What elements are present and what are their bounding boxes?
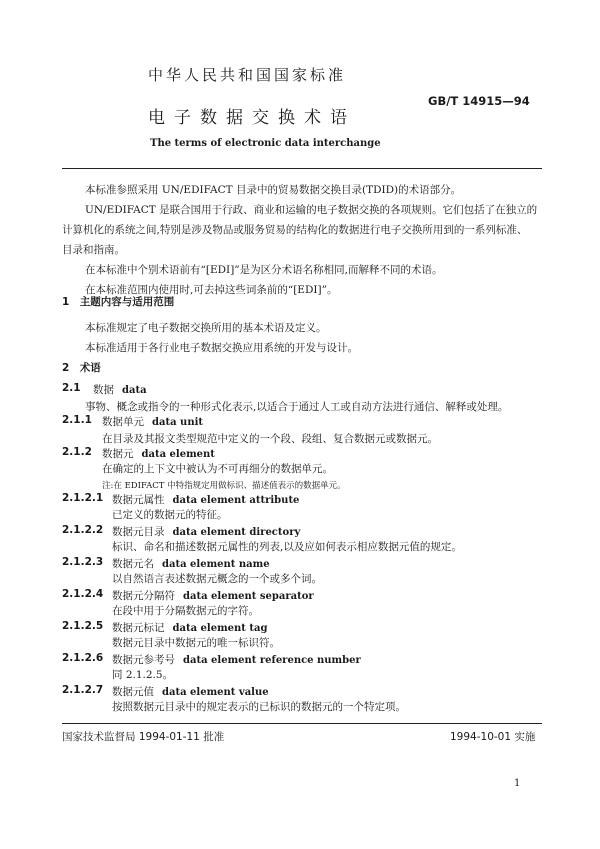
term-name-english: data element tag bbox=[172, 623, 268, 634]
section-2-heading: 2 术语 bbox=[62, 362, 101, 374]
intro-paragraph-3: 在本标准中个别术语前有“[EDI]”是为区分术语名称相同,而解释不同的术语。 bbox=[85, 264, 443, 276]
term-name-english: data element value bbox=[162, 687, 269, 698]
term-name: 数据单元 bbox=[102, 416, 144, 428]
standard-code: GB/T 14915—94 bbox=[428, 94, 530, 108]
term-name-english: data unit bbox=[152, 417, 204, 428]
document-title: 电子数据交换术语 bbox=[148, 108, 356, 128]
term-heading bbox=[93, 382, 147, 397]
intro-paragraph-2-line-1: UN/EDIFACT 是联合国用于行政、商业和运输的电子数据交换的各项规则。它们包括了在独立的 bbox=[85, 204, 538, 216]
term-name: 数据元名 bbox=[112, 558, 154, 570]
term-name-english: data bbox=[122, 385, 147, 396]
term-name: 数据元参考号 bbox=[112, 654, 175, 666]
term-number: 2.1.2.5 bbox=[62, 620, 104, 632]
approval-note: 国家技术监督局 1994-01-11 批准 bbox=[62, 731, 225, 743]
header-divider bbox=[62, 168, 542, 169]
term-name-english: data element name bbox=[162, 559, 270, 570]
term-definition: 同 2.1.2.5。 bbox=[112, 669, 174, 681]
term-number: 2.1.1 bbox=[62, 414, 92, 426]
term-definition: 事物、概念或指令的一种形式化表示,以适合于通过人工或自动方法进行通信、解释或处理。 bbox=[85, 401, 509, 413]
term-name-english: data element separator bbox=[183, 591, 314, 602]
term-number: 2.1.2.3 bbox=[62, 556, 104, 568]
term-name: 数据元属性 bbox=[112, 494, 165, 506]
term-definition: 按照数据元目录中的规定表示的已标识的数据元的一个特定项。 bbox=[112, 701, 406, 713]
term-number: 2.1.2.4 bbox=[62, 588, 104, 600]
term-name: 数据 bbox=[93, 384, 114, 396]
implementation-date: 1994-10-01 实施 bbox=[450, 731, 536, 743]
term-name-english: data element directory bbox=[172, 527, 301, 538]
term-definition: 以自然语言表述数据元概念的一个或多个词。 bbox=[112, 573, 322, 585]
page-number: 1 bbox=[514, 778, 521, 789]
section-1-heading: 1 主题内容与适用范围 bbox=[62, 296, 175, 308]
term-number: 2.1.2.6 bbox=[62, 652, 104, 664]
intro-paragraph-1: 本标准参照采用 UN/EDIFACT 目录中的贸易数据交换目录(TDID)的术语部分。 bbox=[85, 184, 462, 196]
term-definition: 在段中用于分隔数据元的字符。 bbox=[112, 605, 259, 617]
term-name: 数据元分隔符 bbox=[112, 590, 175, 602]
term-definition: 数据元目录中数据元的唯一标识符。 bbox=[112, 637, 280, 649]
term-name-english: data element attribute bbox=[172, 495, 300, 506]
section-1-paragraph-1: 本标准规定了电子数据交换所用的基本术语及定义。 bbox=[85, 322, 327, 334]
term-number: 2.1.2.1 bbox=[62, 492, 104, 504]
term-number: 2.1.2.7 bbox=[62, 684, 104, 696]
standard-name: 中华人民共和国国家标准 bbox=[148, 66, 347, 84]
term-note: 注:在 EDIFACT 中特指规定用做标识、描述值表示的数据单元。 bbox=[102, 481, 346, 491]
term-number: 2.1.2 bbox=[62, 446, 92, 458]
term-name: 数据元值 bbox=[112, 686, 154, 698]
term-name: 数据元标记 bbox=[112, 622, 165, 634]
term-number: 2.1.2.2 bbox=[62, 524, 104, 536]
term-number: 2.1 bbox=[62, 382, 81, 394]
intro-paragraph-2-line-3: 目录和指南。 bbox=[62, 244, 125, 256]
term-definition: 在目录及其报文类型规范中定义的一个段、段组、复合数据元或数据元。 bbox=[102, 433, 438, 445]
term-name: 数据元 bbox=[102, 448, 134, 460]
document-title-english: The terms of electronic data interchange bbox=[150, 138, 381, 149]
term-definition: 已定义的数据元的特征。 bbox=[112, 509, 228, 521]
term-definition: 标识、命名和描述数据元属性的列表,以及应如何表示相应数据元值的规定。 bbox=[112, 541, 462, 553]
term-name-english: data element reference number bbox=[183, 655, 361, 666]
term-name-english: data element bbox=[141, 449, 215, 460]
section-1-paragraph-2: 本标准适用于各行业电子数据交换应用系统的开发与设计。 bbox=[85, 342, 358, 354]
term-name: 数据元目录 bbox=[112, 526, 165, 538]
footer-divider bbox=[62, 723, 542, 724]
intro-paragraph-4: 在本标准范围内使用时,可去掉这些词条前的“[EDI]”。 bbox=[85, 284, 338, 296]
intro-paragraph-2-line-2: 计算机化的系统之间,特别是涉及物品或服务贸易的结构化的数据进行电子交换所用到的一系列标准、 bbox=[62, 224, 528, 236]
term-heading bbox=[102, 414, 203, 429]
term-definition: 在确定的上下文中被认为不可再细分的数据单元。 bbox=[102, 463, 333, 475]
